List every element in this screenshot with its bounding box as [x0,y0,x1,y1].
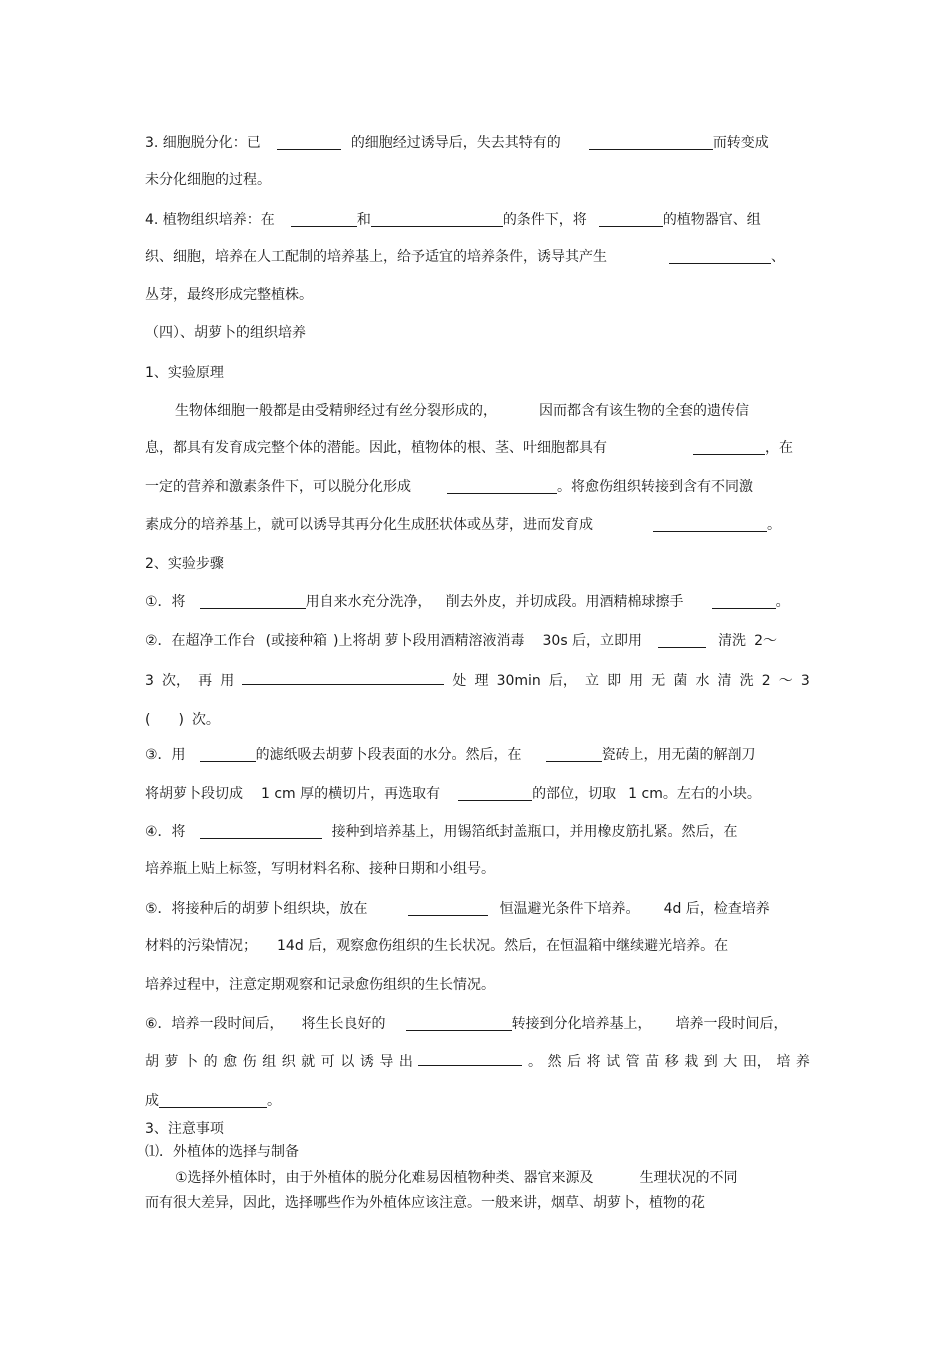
blank[interactable] [653,517,767,532]
step3-line2: 将胡萝卜段切成 1 cm 厚的横切片，再选取有 的部位，切取 1 cm。左右的小块。 [145,786,761,802]
blank[interactable] [159,1093,267,1108]
blank[interactable] [669,249,771,264]
step6-line3: 成 。 [145,1093,281,1109]
blank[interactable] [200,824,322,839]
item4-line3: 丛芽，最终形成完整植株。 [145,287,313,303]
step6-line2: 胡 萝 卜 的 愈 伤 组 织 就 可 以 诱 导 出 。 然 后 将 试 管 苗 移 栽 到 大 田， 培 养 [145,1051,810,1073]
notes-subtitle: ⑴．外植体的选择与制备 [145,1144,299,1160]
item3-line1: 3. 细胞脱分化：已 的细胞经过诱导后，失去其特有的 而转变成 [145,135,769,151]
blank[interactable] [277,135,341,150]
blank[interactable] [408,901,488,916]
blank[interactable] [406,1016,512,1031]
item3-text: 3. 细胞脱分化：已 [145,135,261,151]
item4-line2: 织、细胞，培养在人工配制的培养基上，给予适宜的培养条件，诱导其产生 、 [145,249,785,265]
blank[interactable] [693,440,765,455]
principle-line1: 生物体细胞一般都是由受精卵经过有丝分裂形成的， 因而都含有该生物的全套的遗传信 [175,403,749,419]
notes-line2: 而有很大差异，因此，选择哪些作为外植体应该注意。一般来讲，烟草、胡萝卜，植物的花 [145,1195,705,1211]
blank[interactable] [242,670,444,685]
step3-line1: ③．用 的滤纸吸去胡萝卜段表面的水分。然后，在 瓷砖上，用无菌的解剖刀 [145,747,756,763]
principle-line4: 素成分的培养基上，就可以诱导其再分化生成胚状体或丛芽，进而发育成 。 [145,517,781,533]
blank[interactable] [418,1051,522,1066]
steps-title: 2、实验步骤 [145,556,224,572]
step1: ①．将 用自来水充分洗净， 削去外皮，并切成段。用酒精棉球擦手 。 [145,594,790,610]
item4-line1: 4. 植物组织培养：在 和 的条件下，将 的植物器官、组 [145,212,761,228]
step5-line3: 培养过程中，注意定期观察和记录愈伤组织的生长情况。 [145,977,495,993]
item3-line2: 未分化细胞的过程。 [145,172,271,188]
blank[interactable] [291,212,357,227]
blank[interactable] [200,747,256,762]
step5-line2: 材料的污染情况； 14d 后，观察愈伤组织的生长状况。然后，在恒温箱中继续避光培养。在 [145,938,729,954]
blank[interactable] [712,594,776,609]
step2-line2: 3 次， 再 用 处 理 30min 后， 立 即 用 无 菌 水 清 洗 2 ～ 3 [145,670,810,692]
step2-line1: ②．在超净工作台 (或接种箱 )上将胡 萝卜段用酒精溶液消毒 30s 后，立即用 清洗 2～ [145,633,777,649]
step4-line2: 培养瓶上贴上标签，写明材料名称、接种日期和小组号。 [145,861,495,877]
blank[interactable] [599,212,663,227]
blank[interactable] [589,135,713,150]
notes-line1: ①选择外植体时，由于外植体的脱分化难易因植物种类、器官来源及 生理状况的不同 [175,1170,738,1186]
blank[interactable] [200,594,306,609]
step4-line1: ④．将 接种到培养基上，用锡箔纸封盖瓶口，并用橡皮筋扎紧。然后，在 [145,824,738,840]
step6-line1: ⑥．培养一段时间后， 将生长良好的 转接到分化培养基上， 培养一段时间后， [145,1016,788,1032]
blank[interactable] [658,633,706,648]
notes-title: 3、注意事项 [145,1121,224,1137]
blank[interactable] [458,786,532,801]
principle-line3: 一定的营养和激素条件下，可以脱分化形成 。将愈伤组织转接到含有不同激 [145,479,753,495]
blank[interactable] [371,212,503,227]
step5-line1: ⑤．将接种后的胡萝卜组织块，放在 恒温避光条件下培养。 4d 后，检查培养 [145,901,770,917]
principle-line2: 息，都具有发育成完整个体的潜能。因此，植物体的根、茎、叶细胞都具有 ，在 [145,440,793,456]
principle-title: 1、实验原理 [145,365,224,381]
blank[interactable] [546,747,602,762]
section-title: （四）、胡萝卜的组织培养 [145,325,306,341]
blank[interactable] [447,479,557,494]
step2-line3: ( ) 次。 [145,712,220,728]
